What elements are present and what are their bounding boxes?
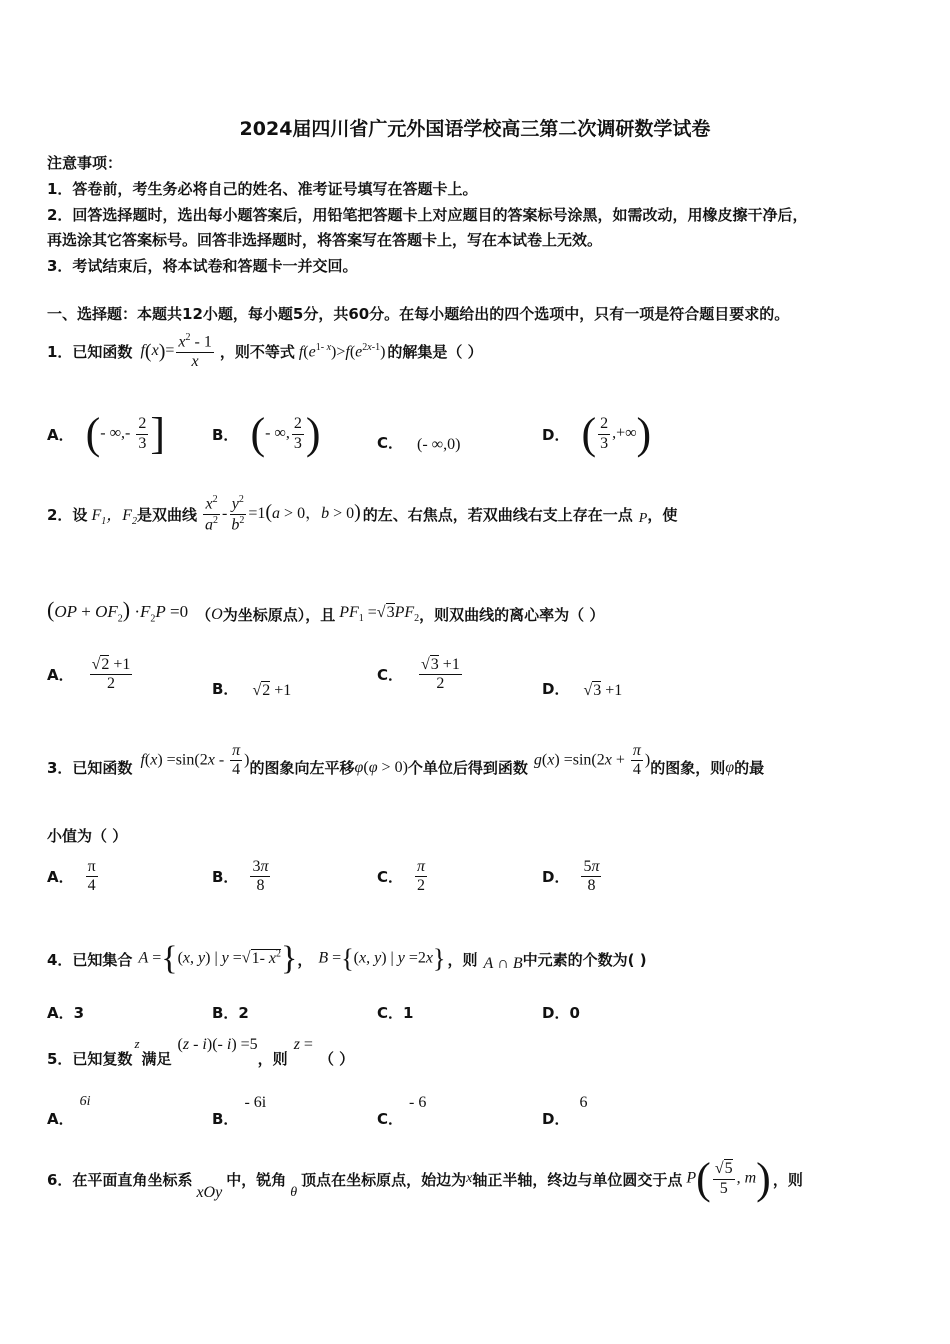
q3-option-a-value: $\frac{\pi}{4}$ [87, 858, 96, 895]
q3-line2: 小值为（ ） [47, 827, 128, 845]
notice-item-2-cont: 再选涂其它答案标号。回答非选择题时，将答案写在答题卡上，写在本试卷上无效。 [47, 231, 603, 249]
q2-option-d[interactable]: D． √3 +1 [542, 679, 623, 699]
q1-option-c[interactable]: C． (- ∞,0) [377, 433, 461, 453]
q5-option-d-value: 6 [579, 1094, 588, 1111]
q2-option-a-value: $\frac{√2 +1}{2}$ [91, 656, 131, 693]
q2-line2b: 为坐标原点），且 [222, 606, 336, 624]
q5-p1: 满足 [141, 1050, 172, 1068]
notice-heading: 注意事项： [47, 154, 123, 172]
q2-ratio-formula: $PF_1 =√3PF_2$ [339, 604, 420, 625]
q3-option-c[interactable]: C． $\frac{\pi}{2}$ [377, 858, 429, 896]
q2-line2a: （ [196, 606, 212, 624]
section-heading: 一、选择题：本题共12小题，每小题5分，共60分。在每小题给出的四个选项中，只有一项是符合题目要求的。 [47, 305, 790, 323]
q6-p2: 顶点在坐标原点，始边为 [301, 1170, 467, 1189]
notice-item-3: 3．考试结束后，将本试卷和答题卡一并交回。 [47, 257, 358, 275]
q2-vector-formula: $(OP + OF_2) \cdot F_2P =0$ [47, 596, 189, 625]
q6-p4: ，则 [772, 1170, 803, 1189]
q5-equation: (z - i)(- i) =5 [177, 1036, 258, 1053]
q4-p2: ，则 [447, 950, 478, 969]
q5-option-a-value: 6i [79, 1094, 91, 1109]
q6-theta: θ [290, 1185, 298, 1200]
q6-lead: 6．在平面直角坐标系 [47, 1170, 193, 1189]
q5-z: z [134, 1036, 140, 1051]
q5-p2: ，则 [257, 1050, 288, 1068]
q3-option-c-value: $\frac{\pi}{2}$ [417, 858, 426, 895]
question-3 [47, 742, 764, 780]
q2-origin-o: O [211, 605, 223, 623]
q2-option-b-value: √2 +1 [252, 682, 292, 699]
q3-option-a[interactable]: A． $\frac{\pi}{4}$ [47, 858, 100, 896]
q1-inequality-formula: $f(e^{1- x})>f(e^{2x-1})$ [298, 341, 386, 361]
q3-f-formula: f(x) =sin(2x - $\frac{\pi}{4}$ ) [140, 742, 250, 779]
q6-point: P( $\frac{√5}{5}$ , m) [686, 1154, 771, 1203]
q5-option-a[interactable]: A． 6i [47, 1094, 91, 1128]
question-4 [47, 942, 647, 976]
q5-option-b[interactable]: B． - 6i [212, 1094, 267, 1128]
q4-option-d[interactable]: D．0 [542, 1004, 580, 1022]
q3-option-b-value: $\frac{3\pi}{8}$ [252, 858, 269, 895]
notice-item-1: 1．答卷前，考生务必将自己的姓名、准考证号填写在答题卡上。 [47, 180, 478, 198]
q4-set-b: B ={(x, y) | y =2x} [318, 944, 446, 973]
page-title: 2024届四川省广元外国语学校高三第二次调研数学试卷 [239, 118, 711, 140]
question-5 [47, 1036, 354, 1069]
q6-xoy: xOy [196, 1184, 223, 1201]
q1-function-formula: f(x)= $\frac{x^2 - 1}{x}$ [140, 332, 212, 370]
q1-option-d[interactable]: D． ( $\frac{2}{3}$ ,+∞) [542, 409, 652, 458]
q4-option-b[interactable]: B．2 [212, 1004, 249, 1022]
q3-lead: 3．已知函数 [47, 759, 133, 778]
q6-x: x [466, 1171, 473, 1186]
q1-tail: 的解集是（ ） [387, 343, 483, 362]
q1-mid: ，则不等式 [219, 343, 295, 362]
q6-p3: 轴正半轴，终边与单位圆交于点 [472, 1170, 683, 1189]
question-2-cont [47, 596, 604, 625]
q4-set-a: A ={(x, y) | y =√1- $x^2$} [138, 940, 298, 977]
q6-p1: 中，锐角 [226, 1170, 287, 1189]
q5-option-b-value: - 6i [244, 1094, 267, 1111]
q5-z-equals: z = [293, 1036, 313, 1053]
q2-point-p: P [638, 511, 648, 527]
q3-phi-condition: φ(φ > 0) [354, 758, 408, 776]
q3-option-b[interactable]: B． $\frac{3\pi}{8}$ [212, 858, 272, 896]
question-2 [47, 494, 677, 534]
q2-foci: $F_1$，$F_2$ [91, 506, 137, 527]
q3-phi: φ [725, 758, 735, 776]
q5-option-c[interactable]: C． - 6 [377, 1094, 427, 1128]
q2-option-c[interactable]: C． $\frac{√3 +1}{2}$ [377, 656, 464, 694]
q3-p1: 的图象向左平移 [249, 759, 355, 778]
q2-option-b[interactable]: B． √2 +1 [212, 679, 292, 699]
q3-p4: 的最 [734, 759, 765, 778]
q3-option-d-value: $\frac{5\pi}{8}$ [583, 858, 600, 895]
q4-intersection: A ∩ B [483, 955, 523, 972]
q1-option-d-value: ( $\frac{2}{3}$ ,+∞) [581, 409, 652, 458]
q4-lead: 4．已知集合 [47, 950, 133, 969]
q2-hyperbola-formula: $\frac{x^2}{a^2}$ - $\frac{y^2}{b^2}$ =1(a > 0，b > 0) [205, 494, 361, 534]
q5-option-c-value: - 6 [409, 1094, 427, 1111]
q2-option-a[interactable]: A． $\frac{√2 +1}{2}$ [47, 656, 134, 694]
q2-option-d-value: √3 +1 [583, 682, 623, 699]
q4-option-c[interactable]: C．1 [377, 1004, 414, 1022]
q1-option-a-value: (- ∞,- $\frac{2}{3}$ ] [85, 409, 165, 458]
question-6 [47, 1156, 803, 1202]
q5-lead: 5．已知复数 [47, 1050, 133, 1068]
q1-option-b-value: (- ∞, $\frac{2}{3}$ ) [250, 409, 321, 458]
q4-p1: ， [297, 950, 313, 969]
q2-line2c: ，则双曲线的离心率为（ ） [419, 606, 605, 624]
q5-option-d[interactable]: D． 6 [542, 1094, 588, 1128]
q3-option-d[interactable]: D． $\frac{5\pi}{8}$ [542, 858, 603, 896]
q3-g-formula: g(x) =sin(2x + $\frac{\pi}{4}$ ) [533, 742, 651, 779]
q1-option-b[interactable]: B． (- ∞, $\frac{2}{3}$ ) [212, 409, 321, 458]
notice-item-2: 2．回答选择题时，选出每小题答案后，用铅笔把答题卡上对应题目的答案标号涂黑，如需改动，用橡皮擦干净后， [47, 206, 808, 224]
q5-p3: （ ） [318, 1050, 355, 1068]
q3-p3: 的图象，则 [650, 759, 726, 778]
q1-lead: 1．已知函数 [47, 343, 133, 362]
question-1 [47, 332, 483, 371]
q1-option-c-value: (- ∞,0) [417, 436, 461, 453]
q2-option-c-value: $\frac{√3 +1}{2}$ [421, 656, 460, 693]
q4-p3: 中元素的个数为( ) [522, 950, 647, 969]
q2-p2: 的左、右焦点，若双曲线右支上存在一点 [362, 505, 633, 524]
q2-p1: 是双曲线 [137, 505, 198, 524]
q3-p2: 个单位后得到函数 [407, 759, 528, 778]
q2-lead: 2．设 [47, 505, 88, 524]
q4-option-a[interactable]: A．3 [47, 1004, 85, 1022]
q1-option-a[interactable]: A． (- ∞,- $\frac{2}{3}$ ] [47, 409, 165, 458]
q2-p3: ，使 [647, 505, 678, 524]
